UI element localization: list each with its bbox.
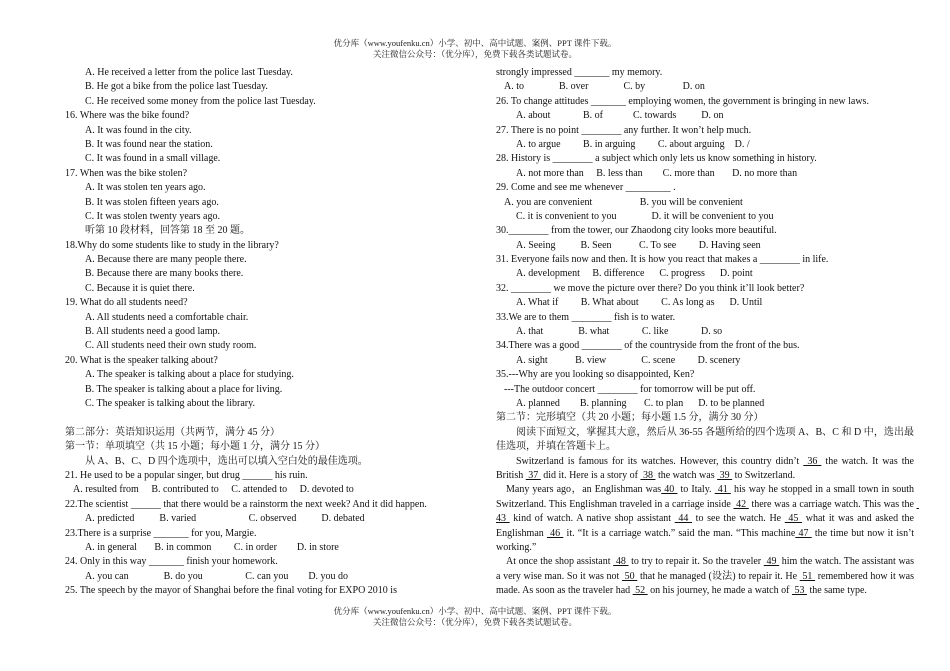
passage-text: Many years ago，an Englishman was [506, 484, 662, 496]
blank-number: 52 [632, 585, 648, 597]
right-text-line: A. Seeing B. Seen C. To see D. Having seen [516, 239, 761, 251]
passage-paragraph [496, 555, 917, 598]
left-text-line: A. It was stolen ten years ago. [85, 182, 206, 194]
right-column [496, 66, 919, 599]
left-text-line: 25. The speech by the mayor of Shanghai before the final voting for EXPO 2010 is [65, 585, 397, 597]
right-text-line: 28. History is ________ a subject which only lets us know something in history. [496, 153, 817, 165]
left-text-line: C. The speaker is talking about the library. [85, 397, 255, 409]
left-text-line: B. It was stolen fifteen years ago. [85, 196, 219, 208]
passage-paragraph [496, 483, 919, 555]
left-text-line: A. in general B. in common C. in order D. in store [85, 541, 339, 553]
page-footer [0, 606, 950, 628]
blank-number: 50 [621, 570, 638, 582]
left-text-line: 16. Where was the bike found? [65, 110, 190, 122]
blank-number: 49 [763, 556, 780, 568]
blank-number: 37 [525, 469, 541, 481]
blank-number: 36 [803, 455, 822, 467]
left-text-line: A. resulted from B. contributed to C. attended to D. devoted to [73, 484, 354, 496]
passage-text: to see the watch. He [692, 513, 785, 525]
blank-number: 51 [799, 570, 816, 582]
left-text-line: B. He got a bike from the police last Tuesday. [85, 81, 268, 93]
passage-text: remembered how it was made. As soon as the traveler had [496, 570, 917, 597]
passage-text: to Switzerland. [732, 469, 796, 481]
right-text-line: A. planned B. planning C. to plan D. to be planned [516, 397, 765, 409]
left-text-line: A. predicted B. varied C. observed D. debated [85, 513, 365, 525]
passage-text: him the watch. The assistant was a very wise man. So it was not [496, 556, 917, 582]
right-text-line: 31. Everyone fails now and then. It is how you react that makes a ________ in life. [496, 254, 829, 266]
cloze-intro: 阅读下面短文，掌握其大意，然后从 36-55 各题所给的四个选项 A、B、C 和 D 中，选出最佳选项，并填在答题卡上。 [496, 426, 914, 453]
left-text-line: 24. Only in this way _______ finish your homework. [65, 556, 278, 568]
right-text-line: A. you are convenient B. you will be convenient [504, 196, 743, 208]
right-text-line: A. sight B. view C. scene D. scenery [516, 354, 741, 366]
passage-text: the time but now it isn’t working.” [496, 527, 917, 554]
blank-number: 38 [640, 469, 656, 481]
left-text-line: A. It was found in the city. [85, 124, 192, 136]
passage-text: to Italy. [677, 484, 715, 496]
blank-number: 48 [613, 556, 629, 568]
left-text-line: B. All students need a good lamp. [85, 326, 220, 338]
left-text-line: 17. When was the bike stolen? [65, 167, 188, 179]
blank-number: 39 [717, 469, 733, 481]
footer-line-1: 优分库（www.youfenku.cn）小学、初中、高中试题、案例、PPT 课件下载。 [333, 606, 617, 616]
left-text-line: C. It was stolen twenty years ago. [85, 210, 220, 222]
left-text-line: 20. What is the speaker talking about? [65, 354, 218, 366]
right-text-line: 27. There is no point ________ any further. It won’t help much. [496, 124, 752, 136]
blank-number: 43 [496, 498, 919, 525]
left-text-line: A. All students need a comfortable chair. [85, 311, 249, 323]
right-text-line: A. to B. over C. by D. on [504, 81, 705, 93]
passage-text: Switzerland is famous for its watches. However, this country didn’t [516, 455, 804, 467]
right-text-line: A. that B. what C. like D. so [516, 326, 723, 338]
right-text-line: C. it is convenient to you D. it will be convenient to you [516, 210, 774, 222]
right-text-line: A. about B. of C. towards D. on [516, 110, 724, 122]
right-text-line: A. development B. difference C. progress D. point [516, 268, 753, 280]
right-text-line: ---The outdoor concert ________ for tomorrow will be put off. [504, 383, 756, 395]
left-text-line: 第一节：单项填空（共 15 小题；每小题 1 分，满分 15 分） [65, 441, 325, 453]
left-text-line: A. Because there are many people there. [85, 254, 247, 266]
blank-number: 41 [714, 484, 731, 496]
left-text-line: A. you can B. do you C. can you D. you do [85, 570, 349, 582]
header-line-2: 关注微信公众号：（优分库），免费下载各类试题试卷。 [372, 49, 577, 59]
right-text-line: 26. To change attitudes _______ employing women, the government is bringing in new laws. [496, 95, 869, 107]
left-text-line: 第二部分：英语知识运用（共两节，满分 45 分） [65, 426, 280, 438]
blank-number: 53 [791, 585, 807, 597]
left-text-line: 18.Why do some students like to study in the library? [65, 239, 279, 251]
footer-line-2: 关注微信公众号：（优分库），免费下载各类试题试卷。 [372, 617, 577, 627]
passage-text: kind of watch. A native shop assistant [509, 513, 675, 525]
blank-number: 42 [733, 498, 749, 510]
left-text-line: A. The speaker is talking about a place for studying. [85, 369, 294, 381]
right-text-line: A. not more than B. less than C. more than D. no more than [516, 167, 798, 179]
blank-number: 45 [784, 513, 803, 525]
left-text-line [65, 411, 485, 425]
left-text-line: 听第 10 段材料，回答第 18 至 20 题。 [85, 225, 250, 237]
passage-text: to try to repair it. So the traveler [628, 556, 764, 568]
right-text-line: 34.There was a good ________ of the countryside from the front of the bus. [496, 340, 800, 352]
passage-text: the same type. [806, 585, 867, 597]
passage-text: his way he stopped in a small town in south Switzerland. This Englishman traveled in a carriage inside [496, 484, 917, 510]
page-header [0, 38, 950, 60]
passage-text: the watch was [655, 469, 718, 481]
left-text-line: C. All students need their own study room. [85, 340, 257, 352]
left-text-line: B. Because there are many books there. [85, 268, 244, 280]
left-text-line: B. It was found near the station. [85, 138, 213, 150]
passage-text: the watch. It was the British [496, 455, 917, 481]
blank-number: 46 [546, 527, 564, 539]
passage-text: there was a carriage watch. This was the [748, 498, 917, 510]
left-column [65, 66, 485, 598]
blank-number: 40 [661, 484, 678, 496]
left-text-line: 22.The scientist ______ that there would be a rainstorm the next week? And it did happen. [65, 498, 427, 510]
left-text-line: C. He received some money from the police last Tuesday. [85, 95, 316, 107]
right-text-line: strongly impressed _______ my memory. [496, 67, 663, 78]
passage-text: on his journey, he made a watch of [647, 585, 792, 597]
left-text-line: A. He received a letter from the police last Tuesday. [85, 67, 293, 78]
right-text-line: 29. Come and see me whenever _________ . [496, 182, 676, 194]
left-text-line: C. It was found in a small village. [85, 153, 221, 165]
passage-text: did it. Here is a story of [540, 469, 641, 481]
left-text-line: 19. What do all students need? [65, 297, 188, 309]
passage-text: it. “It is a carriage watch.” said the man. “This machine [563, 527, 796, 539]
left-text-line: 23.There is a surprise _______ for you, Margie. [65, 527, 257, 539]
left-text-line: 从 A、B、C、D 四个选项中，选出可以填入空白处的最佳选项。 [85, 455, 368, 467]
right-text-line: A. What if B. What about C. As long as D. Until [516, 297, 763, 309]
right-text-line: 33.We are to them ________ fish is to water. [496, 311, 676, 323]
left-text-line: 21. He used to be a popular singer, but drug ______ his ruin. [65, 469, 308, 481]
blank-number: 44 [674, 513, 693, 525]
blank-number: 47 [795, 527, 812, 539]
right-text-line: 35.---Why are you looking so disappointed, Ken? [496, 369, 695, 381]
right-text-line: 30.________ from the tower, our Zhaodong city looks more beautiful. [496, 225, 777, 237]
left-text-line: C. Because it is quiet there. [85, 282, 195, 294]
passage-paragraph [496, 455, 917, 484]
passage-text: what it was and asked the Englishman [496, 513, 917, 539]
passage-text: that he managed (设法) to repair it. He [637, 570, 800, 582]
passage-text: At once the shop assistant [506, 556, 614, 568]
right-text-line: 32. ________ we move the picture over there? Do you think it’ll look better? [496, 282, 805, 294]
left-text-line: B. The speaker is talking about a place for living. [85, 383, 283, 395]
right-text-line: 第二节：完形填空（共 20 小题；每小题 1.5 分，满分 30 分） [496, 412, 764, 424]
header-line-1: 优分库（www.youfenku.cn）小学、初中、高中试题、案例、PPT 课件下载。 [333, 38, 617, 48]
right-text-line: A. to argue B. in arguing C. about arguing D. / [516, 138, 750, 150]
